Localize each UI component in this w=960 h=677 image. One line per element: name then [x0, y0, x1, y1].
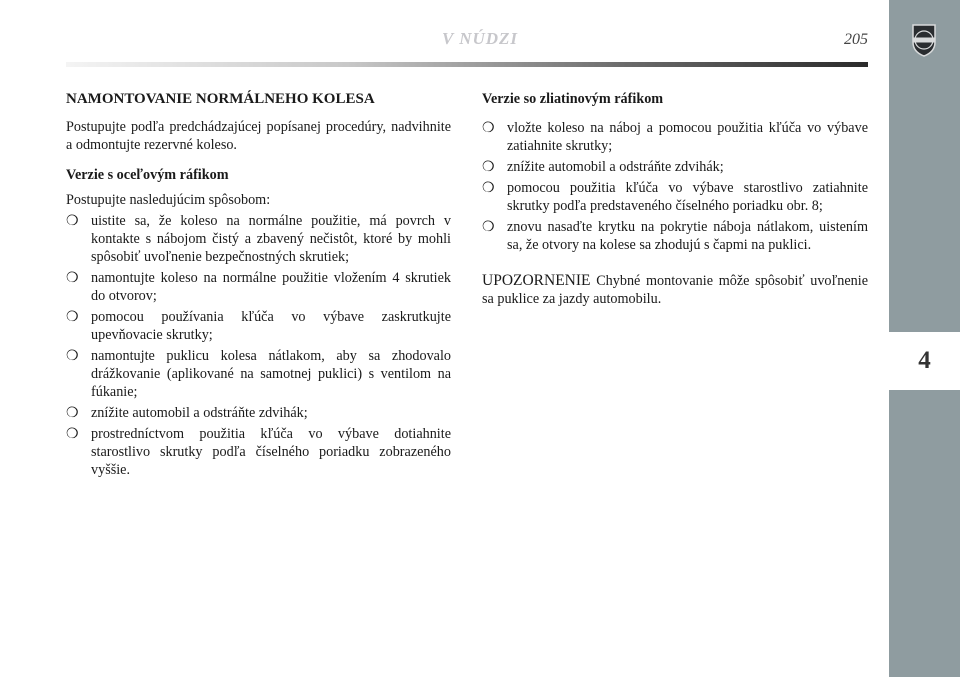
warning-paragraph	[482, 272, 868, 308]
right-column	[482, 90, 868, 320]
steel-rim-intro: Postupujte nasledujúcim spôsobom:	[66, 192, 271, 208]
list-item: ❍ prostredníctvom použitia kľúča vo výbave dotiahnite starostlivo skrutky podľa číselného poriadku zobrazeného vyššie.	[66, 426, 451, 478]
list-item: ❍ znížite automobil a odstráňte zdvihák;	[66, 405, 308, 421]
alloy-rim-title: Verzie so zliatinovým ráfikom	[482, 91, 664, 107]
bullet-icon: ❍	[66, 406, 79, 421]
list-item: ❍ pomocou použitia kľúča vo výbave starostlivo zatiahnite skrutky podľa predstaveného číselného poriadku obr. 8;	[482, 180, 868, 214]
bullet-icon: ❍	[482, 121, 495, 136]
left-column	[66, 90, 451, 491]
bullet-icon: ❍	[66, 349, 79, 364]
bullet-icon: ❍	[482, 160, 495, 175]
list-item: ❍ vložte koleso na náboj a pomocou použitia kľúča vo výbave zatiahnite skrutky;	[482, 120, 868, 154]
bullet-icon: ❍	[66, 271, 79, 286]
warning-text: Chybné montovanie môže spôsobiť uvoľnenie sa puklice za jazdy automobilu.	[482, 273, 868, 307]
chapter-sidebar	[889, 0, 960, 677]
steel-rim-steps	[66, 212, 451, 479]
bullet-icon: ❍	[66, 214, 79, 229]
list-item: ❍ znovu nasaďte krytku na pokrytie náboja nátlakom, uistením sa, že otvory na kolese sa zhodujú s čapmi na puklici.	[482, 219, 868, 253]
bullet-icon: ❍	[482, 181, 495, 196]
chapter-tab: 4	[889, 332, 960, 390]
section-title: NAMONTOVANIE NORMÁLNEHO KOLESA	[66, 91, 375, 107]
page-number: 205	[844, 31, 868, 48]
bullet-icon: ❍	[66, 427, 79, 442]
section-header-title: V NÚDZI	[441, 29, 519, 48]
steel-rim-title: Verzie s oceľovým ráfikom	[66, 167, 229, 183]
bullet-icon: ❍	[482, 220, 495, 235]
intro-paragraph: Postupujte podľa predchádzajúcej popísanej procedúry, nadvihnite a odmontujte rezervné koleso.	[66, 119, 451, 153]
alloy-rim-steps	[482, 119, 868, 254]
lancia-logo-icon	[909, 22, 939, 58]
list-item: ❍ namontujte koleso na normálne použitie vložením 4 skrutiek do otvorov;	[66, 270, 451, 304]
list-item: ❍ uistite sa, že koleso na normálne použitie, má povrch v kontakte s nábojom čistý a zbavený nečistôt, ktoré by mohli spôsobiť uvoľnenie bezpečnostných skrutiek;	[66, 213, 451, 265]
bullet-icon: ❍	[66, 310, 79, 325]
list-item: ❍ namontujte puklicu kolesa nátlakom, aby sa zhodovalo drážkovanie (aplikované na samotnej puklici) s ventilom na fúkanie;	[66, 348, 451, 400]
list-item: ❍ pomocou používania kľúča vo výbave zaskrutkujte upevňovacie skrutky;	[66, 309, 451, 343]
list-item: ❍ znížite automobil a odstráňte zdvihák;	[482, 159, 724, 175]
header-rule	[66, 62, 868, 67]
warning-label: UPOZORNENIE	[482, 272, 591, 289]
